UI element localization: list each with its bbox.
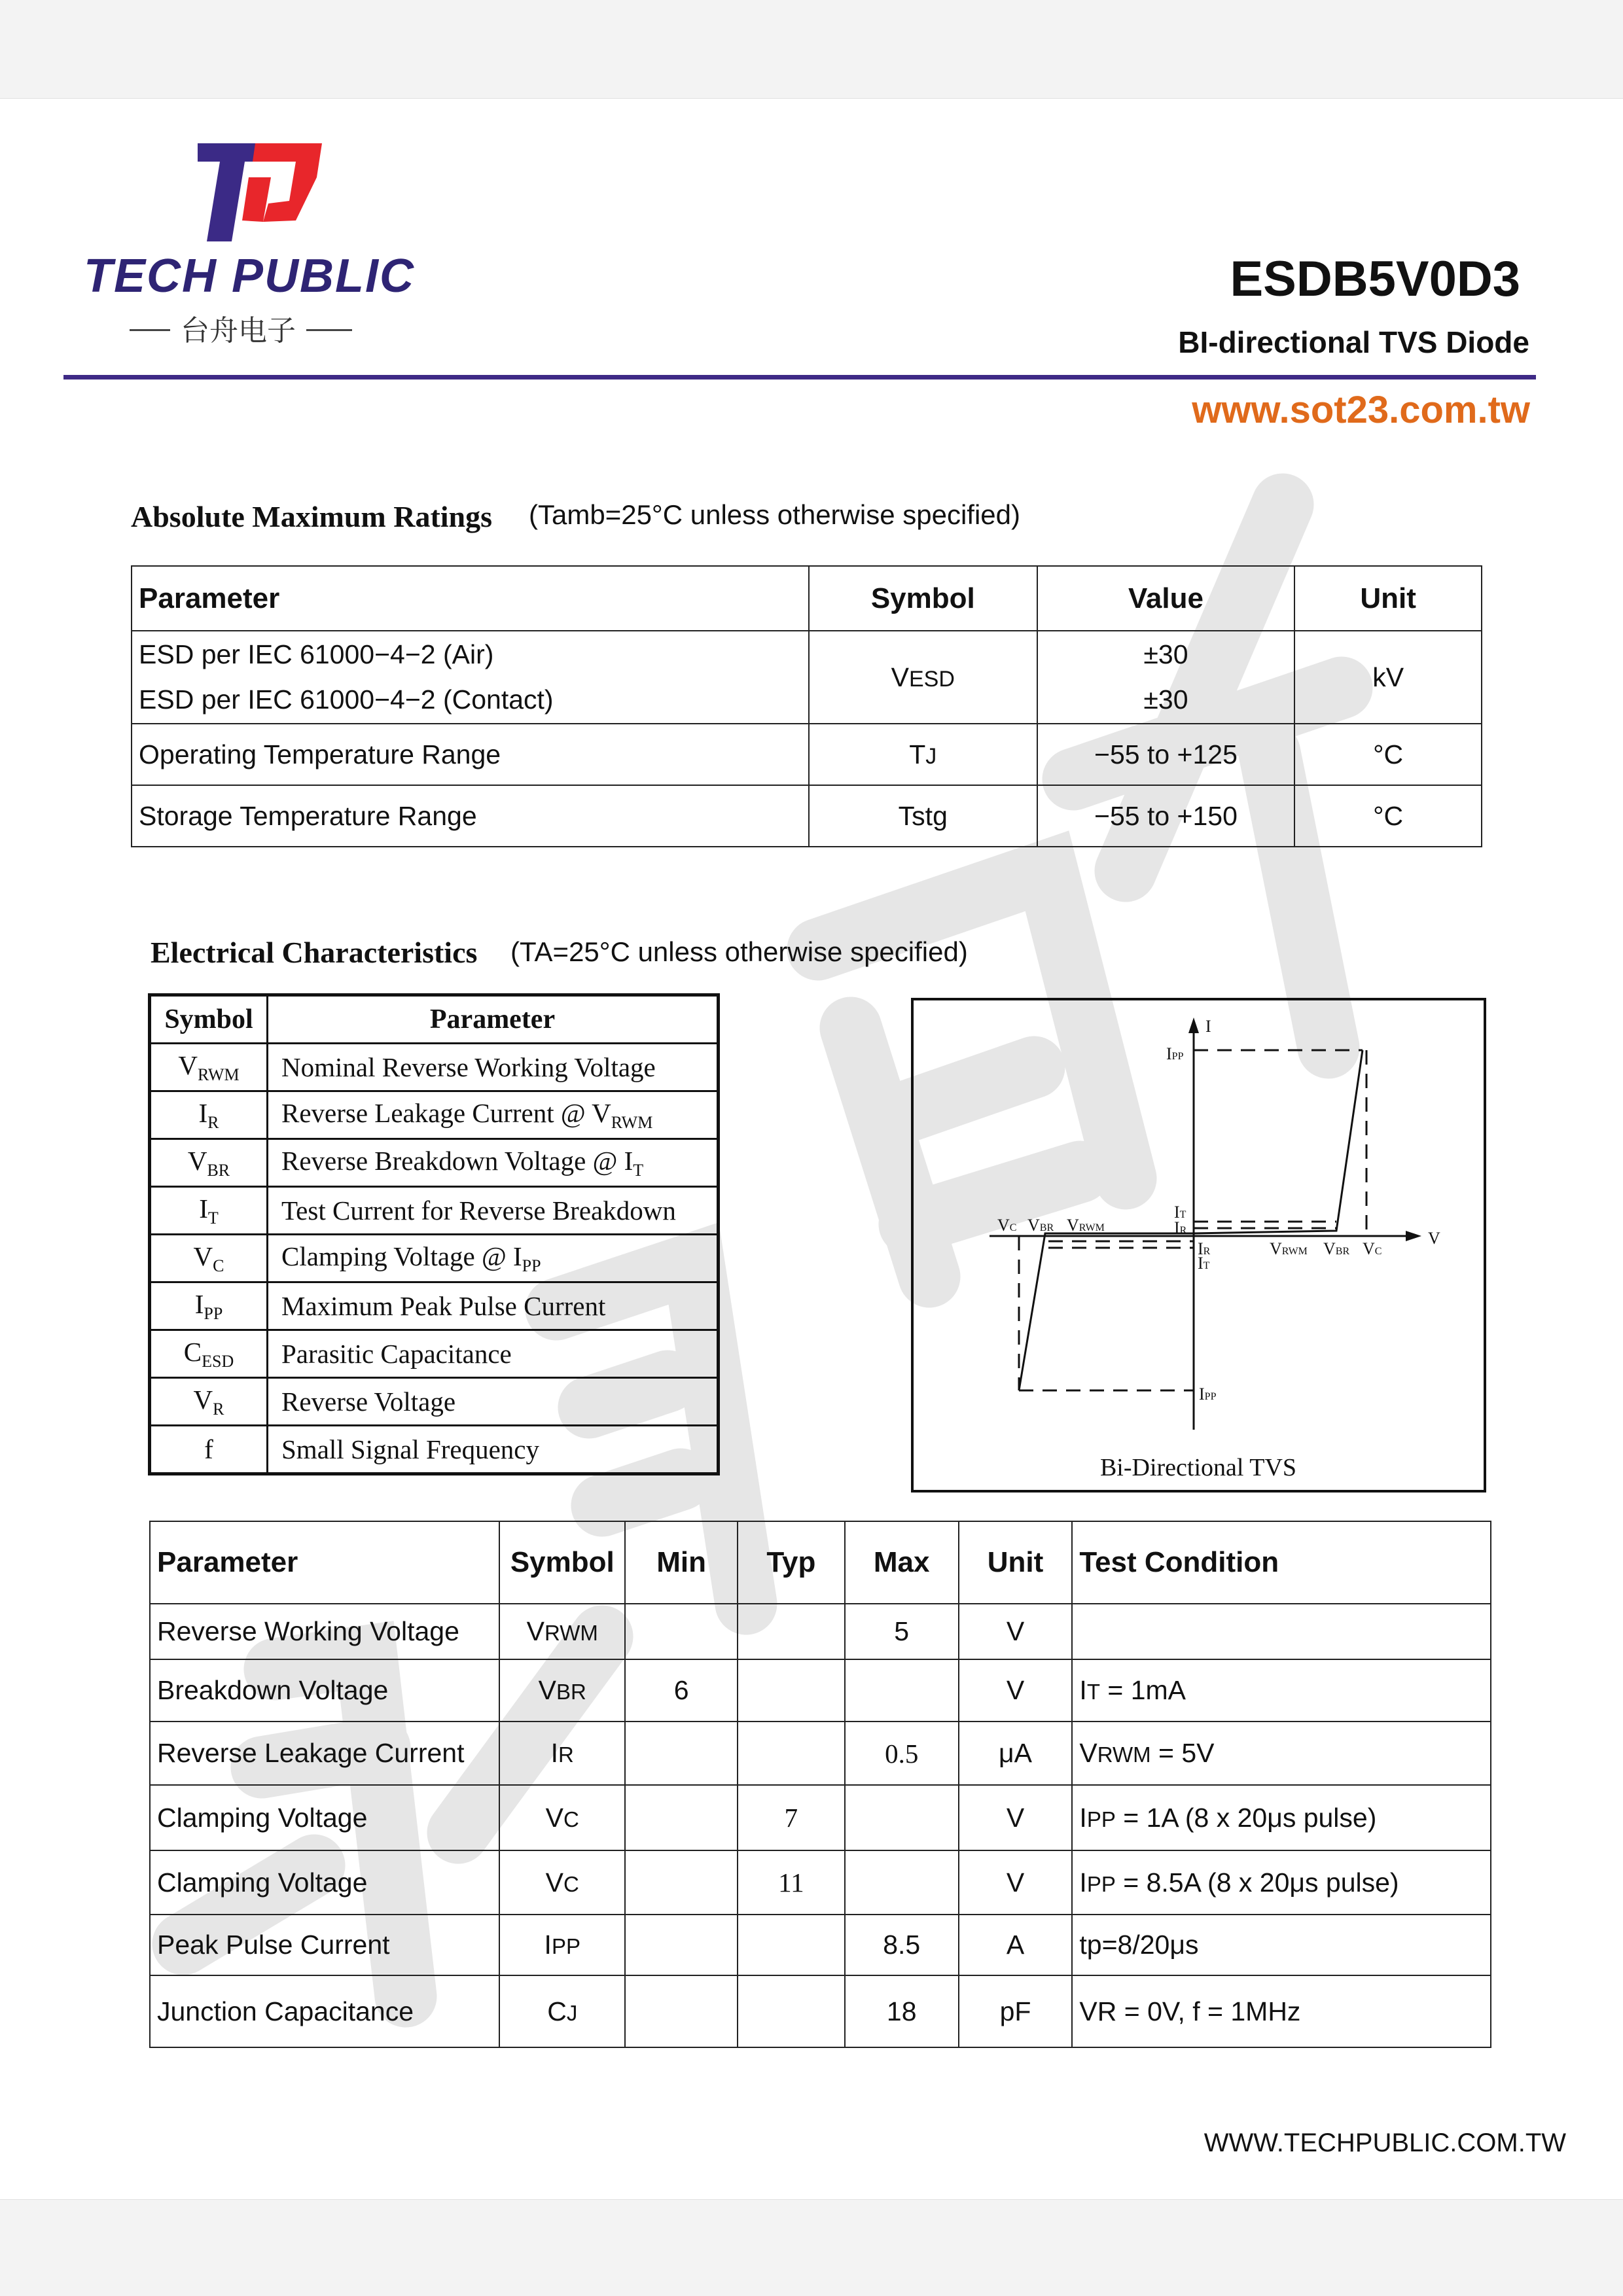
header-symbol: Symbol (150, 995, 268, 1044)
header-min: Min (625, 1521, 738, 1604)
sym-sub: C (563, 1807, 579, 1831)
table-row (150, 1785, 1491, 1850)
cell-value: −55 to +125 (1037, 724, 1295, 785)
cell-parameter: Reverse Working Voltage (150, 1604, 499, 1659)
header-unit: Unit (959, 1521, 1073, 1604)
cell-typ (738, 1659, 845, 1722)
cell-max: 8.5 (845, 1915, 959, 1975)
cell-value: −55 to +150 (1037, 785, 1295, 847)
esd-unit: kV (1294, 631, 1482, 724)
label-vc-right: VC (1363, 1239, 1382, 1258)
table-header-row (132, 566, 1482, 631)
abs-max-condition: (Tamb=25°C unless otherwise specified) (529, 499, 1020, 530)
abs-max-table (131, 565, 1482, 847)
sym-sub: R (207, 1113, 219, 1133)
sym-sub: R (558, 1742, 574, 1767)
cell-min: 6 (625, 1659, 738, 1722)
cell-test-condition (1072, 1722, 1491, 1785)
label-vc-left: VC (997, 1216, 1017, 1235)
cell-symbol (150, 1330, 268, 1378)
param: Test Current for Reverse Breakdown (281, 1195, 676, 1226)
cell-max (845, 1850, 959, 1915)
characteristics-table (149, 1521, 1491, 2048)
param-sub: T (633, 1161, 644, 1180)
website-link[interactable]: www.sot23.com.tw (1192, 389, 1530, 431)
sym: f (204, 1434, 213, 1464)
cell-parameter (268, 1282, 719, 1330)
cell-typ (738, 1722, 845, 1785)
param: Reverse Voltage (281, 1386, 456, 1417)
cell-min (625, 1604, 738, 1659)
cell-unit: pF (959, 1975, 1073, 2047)
cell-test-condition (1072, 1915, 1491, 1975)
sym-sub: R (213, 1400, 224, 1419)
cell-symbol (499, 1659, 625, 1722)
footer-url[interactable]: WWW.TECHPUBLIC.COM.TW (1204, 2128, 1566, 2157)
cell-test-condition (1072, 1975, 1491, 2047)
cell-symbol (150, 1378, 268, 1426)
symbol-main: T (909, 739, 926, 769)
label-vbr-right: VBR (1323, 1239, 1350, 1258)
sym-sub: J (566, 2000, 578, 2025)
sym: V (538, 1675, 557, 1705)
cell-parameter: Peak Pulse Current (150, 1915, 499, 1975)
header-test-condition: Test Condition (1072, 1521, 1491, 1604)
cell-test-condition (1072, 1785, 1491, 1850)
cell-unit: A (959, 1915, 1073, 1975)
label-it-top: IT (1174, 1203, 1186, 1222)
table-row (132, 785, 1482, 847)
table-header-row (150, 995, 719, 1044)
i-axis-arrow-icon (1188, 1017, 1199, 1033)
esd-value (1037, 631, 1295, 724)
tc-sub: PP (1086, 1807, 1116, 1831)
table-row (150, 1604, 1491, 1659)
cell-parameter: Operating Temperature Range (132, 724, 809, 785)
cell-typ (738, 1975, 845, 2047)
cell-typ: 7 (738, 1785, 845, 1850)
param: Nominal Reverse Working Voltage (281, 1052, 656, 1082)
tc-sub: T (1086, 1680, 1100, 1704)
cell-symbol (499, 1975, 625, 2047)
cell-symbol (499, 1722, 625, 1785)
symbol-main: V (891, 662, 909, 692)
cell-test-condition (1072, 1604, 1491, 1659)
cell-parameter (268, 1378, 719, 1426)
symbol-definition-table (148, 993, 720, 1475)
label-vbr-left: VBR (1027, 1216, 1054, 1235)
cell-parameter: Reverse Leakage Current (150, 1722, 499, 1785)
table-row (132, 724, 1482, 785)
label-ipp-top: IPP (1166, 1044, 1184, 1063)
table-row (150, 1091, 719, 1139)
cell-parameter (268, 1426, 719, 1474)
header-parameter: Parameter (268, 995, 719, 1044)
param: Reverse Breakdown Voltage @ I (281, 1145, 633, 1176)
label-vrwm-right: VRWM (1270, 1239, 1308, 1258)
tc-rest: = 1A (8 x 20μs pulse) (1115, 1802, 1377, 1833)
header-max: Max (845, 1521, 959, 1604)
table-row (150, 1044, 719, 1091)
header-symbol: Symbol (499, 1521, 625, 1604)
cell-parameter: Clamping Voltage (150, 1850, 499, 1915)
param-sub: PP (522, 1256, 541, 1276)
label-ir-bottom: IR (1198, 1239, 1211, 1258)
param: Parasitic Capacitance (281, 1339, 512, 1369)
tc-sub: RWM (1097, 1742, 1151, 1767)
sym: V (187, 1145, 207, 1176)
label-i-axis: I (1205, 1017, 1211, 1036)
tc-rest: = 5V (1150, 1738, 1215, 1768)
cell-unit: V (959, 1604, 1073, 1659)
cell-symbol (150, 1235, 268, 1282)
cell-min (625, 1850, 738, 1915)
cell-symbol (150, 1282, 268, 1330)
abs-max-title: Absolute Maximum Ratings (131, 500, 493, 533)
cell-parameter: Breakdown Voltage (150, 1659, 499, 1722)
param-sub: RWM (611, 1113, 653, 1133)
sym-sub: BR (207, 1161, 230, 1180)
cell-unit: °C (1294, 724, 1482, 785)
sym-sub: T (207, 1209, 219, 1228)
header-typ: Typ (738, 1521, 845, 1604)
tc-rest: = 8.5A (8 x 20μs pulse) (1115, 1867, 1399, 1898)
sym: V (193, 1384, 213, 1415)
sym-sub: BR (556, 1680, 586, 1704)
diagram-caption: Bi-Directional TVS (1099, 1454, 1297, 1481)
logo-rule-right (306, 329, 352, 331)
header-divider (63, 375, 1536, 380)
cell-symbol (499, 1604, 625, 1659)
table-row (150, 1850, 1491, 1915)
cell-symbol (150, 1426, 268, 1474)
cell-min (625, 1915, 738, 1975)
table-row (150, 1378, 719, 1426)
cell-test-condition (1072, 1659, 1491, 1722)
cell-symbol (150, 1139, 268, 1187)
elec-title: Electrical Characteristics (151, 936, 478, 969)
cell-symbol (499, 1785, 625, 1850)
param: Reverse Leakage Current @ V (281, 1097, 611, 1128)
cell-parameter: Clamping Voltage (150, 1785, 499, 1850)
cell-symbol (150, 1044, 268, 1091)
cell-unit: V (959, 1850, 1073, 1915)
sym: I (199, 1193, 208, 1224)
symbol-sub: ESD (908, 666, 955, 692)
cell-parameter (268, 1235, 719, 1282)
param: Small Signal Frequency (281, 1434, 540, 1464)
label-ir-top: IR (1174, 1218, 1187, 1237)
sym: I (194, 1288, 204, 1319)
sym: I (198, 1097, 208, 1128)
table-row (150, 1722, 1491, 1785)
cell-max: 18 (845, 1975, 959, 2047)
tc-sub: PP (1086, 1871, 1116, 1896)
tc-main: tp=8/20μs (1079, 1930, 1199, 1960)
sym: I (550, 1738, 559, 1768)
sym: V (545, 1802, 564, 1833)
cell-max: 5 (845, 1604, 959, 1659)
tc-main: I (1079, 1675, 1087, 1705)
iv-curve-svg (911, 998, 1486, 1492)
table-row (150, 1139, 719, 1187)
header-symbol: Symbol (809, 566, 1037, 631)
part-description: BI-directional TVS Diode (1178, 325, 1529, 359)
logo-chinese-name: 台舟电子 (181, 314, 296, 347)
cell-typ (738, 1604, 845, 1659)
cell-symbol (499, 1850, 625, 1915)
esd-parameter (132, 631, 809, 724)
label-vrwm-left: VRWM (1067, 1216, 1105, 1235)
tc-main: V (1079, 1738, 1097, 1768)
esd-air-label: ESD per IEC 61000−4−2 (Air) (139, 639, 494, 669)
sym: V (545, 1867, 564, 1898)
cell-parameter (268, 1091, 719, 1139)
cell-unit: μA (959, 1722, 1073, 1785)
elec-condition: (TA=25°C unless otherwise specified) (510, 936, 968, 967)
cell-parameter (268, 1330, 719, 1378)
esd-contact-label: ESD per IEC 61000−4−2 (Contact) (139, 684, 554, 715)
cell-symbol (150, 1091, 268, 1139)
cell-typ (738, 1915, 845, 1975)
label-it-bottom: IT (1198, 1254, 1210, 1273)
tc-rest: = 1mA (1099, 1675, 1186, 1705)
symbol-main: Tstg (898, 800, 948, 831)
logo-rule-left (130, 329, 170, 331)
logo-wordmark: TECH PUBLIC (84, 250, 415, 302)
cell-parameter: Storage Temperature Range (132, 785, 809, 847)
sym-sub: C (563, 1871, 579, 1896)
sym: C (547, 1996, 567, 2026)
table-row (150, 1187, 719, 1235)
cell-typ: 11 (738, 1850, 845, 1915)
label-ipp-bottom: IPP (1199, 1385, 1217, 1404)
table-row (150, 1330, 719, 1378)
header-unit: Unit (1294, 566, 1482, 631)
table-row (150, 1282, 719, 1330)
tc-main: VR = 0V, f = 1MHz (1079, 1996, 1301, 2026)
sym: V (193, 1241, 213, 1271)
sym-sub: ESD (202, 1352, 234, 1371)
header-value: Value (1037, 566, 1295, 631)
cell-min (625, 1722, 738, 1785)
cell-max (845, 1659, 959, 1722)
sym: I (544, 1930, 552, 1960)
cell-parameter (268, 1187, 719, 1235)
sym: V (526, 1616, 545, 1646)
header-parameter: Parameter (150, 1521, 499, 1604)
esd-air-value: ±30 (1143, 639, 1188, 669)
cell-max: 0.5 (845, 1722, 959, 1785)
tc-main: I (1079, 1802, 1087, 1833)
sym-sub: PP (551, 1934, 580, 1958)
sym-sub: RWM (544, 1621, 598, 1645)
cell-unit: V (959, 1785, 1073, 1850)
tech-public-logo-icon (198, 143, 329, 248)
header-parameter: Parameter (132, 566, 809, 631)
tc-main: I (1079, 1867, 1087, 1898)
cell-symbol (150, 1187, 268, 1235)
cell-parameter: Junction Capacitance (150, 1975, 499, 2047)
datasheet-page (0, 98, 1623, 2200)
cell-symbol (809, 785, 1037, 847)
table-row (150, 1235, 719, 1282)
table-row (132, 631, 1482, 724)
esd-symbol (809, 631, 1037, 724)
cell-unit: V (959, 1659, 1073, 1722)
cell-symbol (809, 724, 1037, 785)
esd-contact-value: ±30 (1143, 684, 1188, 715)
sym-sub: RWM (198, 1065, 240, 1085)
cell-parameter (268, 1139, 719, 1187)
symbol-sub: J (925, 743, 937, 769)
table-row (150, 1975, 1491, 2047)
cell-unit: °C (1294, 785, 1482, 847)
sym-sub: C (213, 1256, 224, 1276)
cell-test-condition (1072, 1850, 1491, 1915)
part-number: ESDB5V0D3 (1230, 251, 1520, 307)
sym: V (178, 1050, 198, 1080)
sym-sub: PP (204, 1304, 223, 1324)
label-v-axis: V (1428, 1229, 1440, 1248)
table-row (150, 1915, 1491, 1975)
cell-parameter (268, 1044, 719, 1091)
table-row (150, 1426, 719, 1474)
cell-max (845, 1785, 959, 1850)
param: Maximum Peak Pulse Current (281, 1291, 606, 1321)
table-row (150, 1659, 1491, 1722)
cell-min (625, 1785, 738, 1850)
sym: C (183, 1336, 202, 1367)
table-header-row (150, 1521, 1491, 1604)
param: Clamping Voltage @ I (281, 1241, 522, 1271)
cell-symbol (499, 1915, 625, 1975)
v-axis-arrow-icon (1406, 1231, 1421, 1241)
cell-min (625, 1975, 738, 2047)
